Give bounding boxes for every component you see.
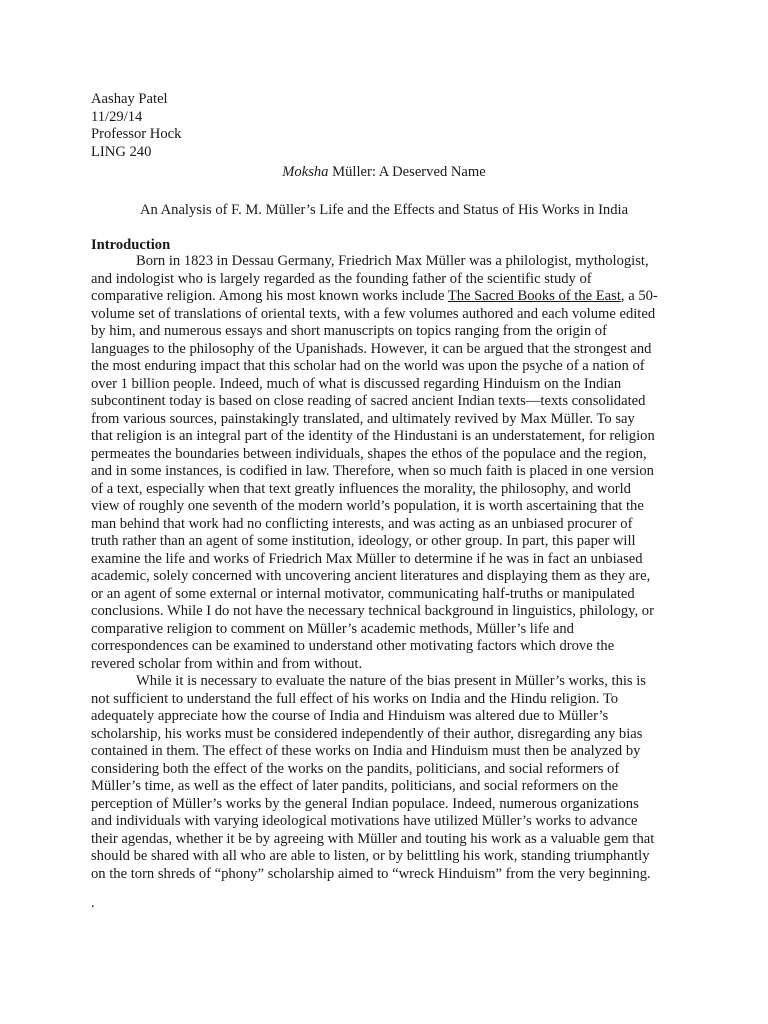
paragraph-1-line: truth rather than an agent of some institution, ideology, or other group. In part, this paper will — [91, 533, 636, 549]
paragraph-1-line: view of roughly one seventh of the modern world’s population, it is worth ascertaining that the — [91, 498, 644, 514]
paper-title — [0, 163, 768, 181]
professor-name: Professor Hock — [91, 126, 182, 142]
paragraph-2-line: perception of Müller’s works by the general Indian populace. Indeed, numerous organizations — [91, 795, 639, 812]
author-name: Aashay Patel — [91, 91, 168, 107]
title-italic-part: Moksha — [282, 164, 329, 180]
paragraph-2-line: While it is necessary to evaluate the nature of the bias present in Müller’s works, this is — [136, 673, 646, 689]
paragraph-2-line: on the torn shreds of “phony” scholarship aimed to “wreck Hinduism” from the very beginning. — [91, 865, 651, 882]
paragraph-1-line: comparative religion to comment on Müller’s academic methods, Müller’s life and — [91, 620, 574, 637]
paragraph-1-line: academic, solely concerned with uncovering ancient literatures and displaying them as they are, — [91, 568, 651, 584]
paragraph-1-line: Born in 1823 in Dessau Germany, Friedrich Max Müller was a philologist, mythologist, — [136, 253, 649, 269]
paragraph-1-line — [91, 288, 671, 306]
paragraph-2-line: Müller’s time, as well as the effect of later pandits, politicians, and social reformers on the — [91, 778, 619, 794]
paragraph-2-line: scholarship, his works must be considered independently of their author, disregarding any bias — [91, 725, 643, 742]
paragraph-1-line: volume set of translations of oriental texts, with a few volumes authored and each volume edited — [91, 305, 656, 322]
paragraph-2-line: considering both the effect of the works on the pandits, politicians, and social reformers of — [91, 760, 620, 777]
paragraph-1-line: subcontinent today is based on close reading of sacred ancient Indian texts—texts consolidated — [91, 393, 646, 409]
paragraph-2-line: adequately appreciate how the course of India and Hinduism was altered due to Müller’s — [91, 708, 609, 724]
paragraph-1-line: man behind that work had no conflicting interests, and was acting as an unbiased procurer of — [91, 515, 633, 532]
paragraph-1-line: permeates the boundaries between individuals, shapes the ethos of the populace and the region, — [91, 445, 647, 462]
date: 11/29/14 — [91, 108, 143, 125]
paragraph-2-line: should be shared with all who are able to listen, or by belittling his work, standing triumphantly — [91, 848, 650, 864]
header-block — [91, 91, 181, 161]
course-code: LING 240 — [91, 143, 152, 160]
paragraph-1-line: correspondences can be examined to understand other motivating factors which drove the — [91, 638, 615, 654]
paragraph-2-line: contained in them. The effect of these works on India and Hinduism must then be analyzed by — [91, 743, 641, 759]
paper-subtitle: An Analysis of F. M. Müller’s Life and the Effects and Status of His Works in India — [139, 202, 629, 218]
paragraph-1-line: by him, and numerous essays and short manuscripts on topics ranging from the origin of — [91, 323, 607, 339]
paragraph-1-line: conclusions. While I do not have the necessary technical background in linguistics, philology, or — [91, 603, 654, 619]
paragraph-1-text: , a 50- — [620, 288, 658, 304]
paragraph-1-line: or an agent of some external or internal motivator, communicating half-truths or manipulated — [91, 585, 635, 602]
paragraph-2-line: their agendas, whether it be by agreeing with Müller and touting his work as a valuable gem that — [91, 830, 655, 847]
paragraph-1-line: languages to the philosophy of the Upanishads. However, it can be argued that the strongest and — [91, 340, 652, 357]
paragraph-1-line: revered scholar from within and from without. — [91, 655, 363, 672]
section-heading-introduction: Introduction — [91, 237, 171, 253]
paragraph-2-line: and individuals with varying ideological motivations have utilized Müller’s works to advance — [91, 813, 638, 829]
paragraph-2-line: not sufficient to understand the full effect of his works on India and the Hindu religion. To — [91, 690, 619, 707]
paragraph-1-line: that religion is an integral part of the identity of the Hindustani is an understatement, for religion — [91, 428, 655, 444]
paragraph-1-line: the most enduring impact that this scholar had on the world was upon the psyche of a nation of — [91, 358, 645, 374]
paragraph-1-line: and indologist who is largely regarded as the founding father of the scientific study of — [91, 270, 592, 287]
paragraph-1-line: examine the life and works of Friedrich Max Müller to determine if he was in fact an unbiased — [91, 550, 643, 567]
paragraph-1-line: over 1 billion people. Indeed, much of what is discussed regarding Hinduism on the Indian — [91, 375, 622, 392]
trailing-period-mark: . — [91, 895, 95, 911]
book-title-sacred-books: The Sacred Books of the East — [447, 288, 621, 304]
paragraph-1-text: comparative religion. Among his most known works include — [91, 288, 448, 304]
title-rest: Müller: A Deserved Name — [328, 164, 486, 180]
paragraph-1-line: of a text, especially when that text greatly influences the morality, the philosophy, and world — [91, 480, 631, 497]
paragraph-1-line: from various sources, painstakingly translated, and ultimately revived by Max Müller. To say — [91, 410, 635, 427]
paragraph-1-line: and in some instances, is codified in law. Therefore, when so much faith is placed in one version — [91, 463, 654, 479]
body-text — [91, 253, 671, 883]
